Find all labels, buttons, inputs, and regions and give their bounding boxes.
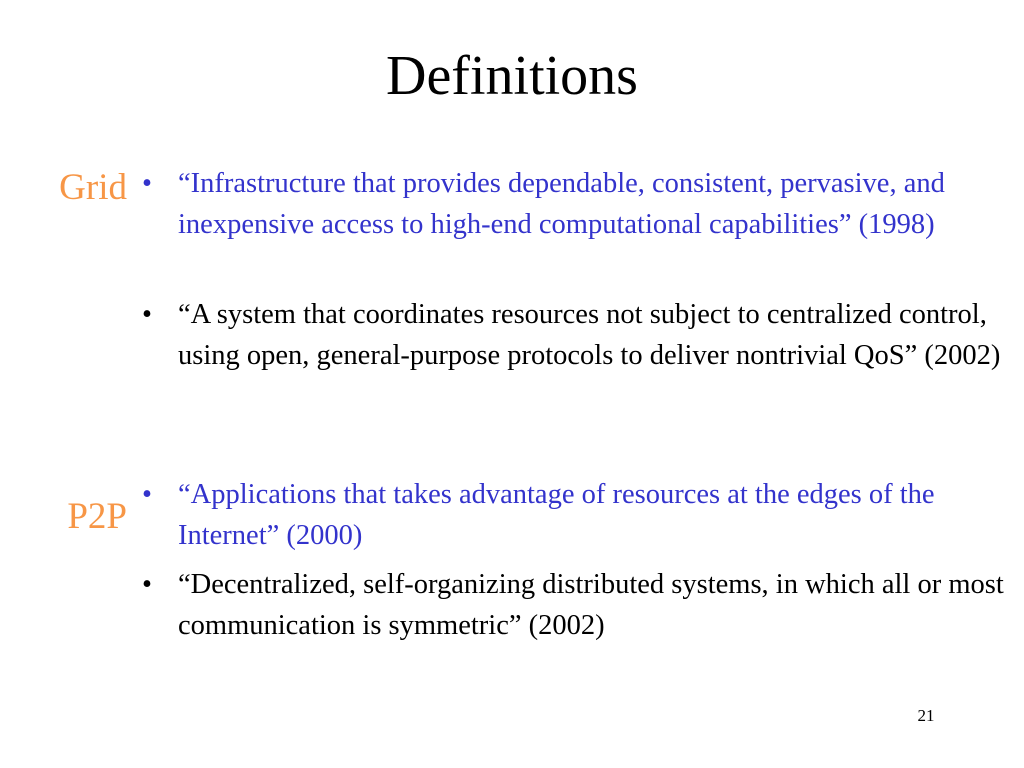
grid-bullet-2: [142, 294, 1010, 376]
p2p-section-label: P2P: [67, 496, 127, 537]
grid-section-label: Grid: [59, 167, 127, 208]
bullet-marker: •: [142, 168, 152, 199]
p2p-bullet-2-text: “Decentralized, self-organizing distributed systems, in which all or most communication is symmetric” (2002): [178, 569, 1004, 641]
p2p-bullet-1: [142, 474, 1010, 556]
bullet-marker: •: [142, 299, 152, 330]
p2p-bullet-1-text: “Applications that takes advantage of resources at the edges of the Internet” (2000): [178, 479, 935, 551]
page-number: 21: [917, 706, 935, 725]
bullet-marker: •: [142, 479, 152, 510]
p2p-bullet-2: [142, 564, 1010, 646]
slide-title: Definitions: [386, 45, 638, 107]
grid-bullet-1-text: “Infrastructure that provides dependable, consistent, pervasive, and inexpensive access to high-end computational capabilities” (1998): [178, 168, 945, 240]
bullet-marker: •: [142, 569, 152, 600]
grid-bullet-2-text: “A system that coordinates resources not subject to centralized control, using open, general-purpose protocols to deliver nontrivial QoS” (2002): [178, 299, 1001, 371]
grid-bullet-1: [142, 163, 1010, 245]
